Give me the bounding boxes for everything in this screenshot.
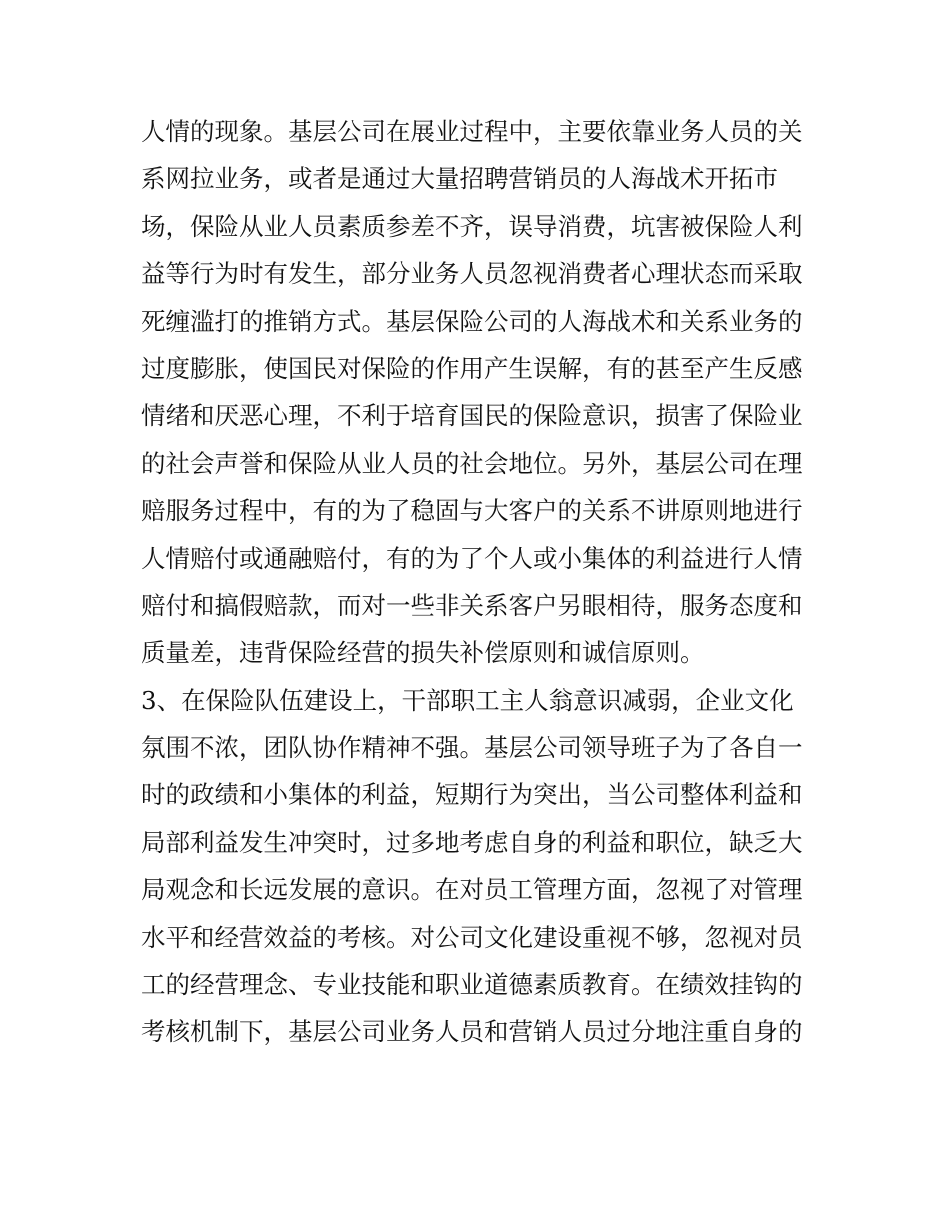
text-line: 时的政绩和小集体的利益，短期行为突出，当公司整体利益和 [141, 780, 803, 810]
text-line: 益等行为时有发生，部分业务人员忽视消费者心理状态而采取 [141, 259, 803, 289]
body-text [141, 108, 821, 1056]
text-line: 场，保险从业人员素质参差不齐，误导消费，坑害被保险人利 [141, 211, 803, 241]
text-line: 赔付和搞假赔款，而对一些非关系客户另眼相待，服务态度和 [141, 590, 803, 620]
text-line: 3、在保险队伍建设上，干部职工主人翁意识减弱，企业文化 [141, 685, 794, 715]
text-line: 人情的现象。基层公司在展业过程中，主要依靠业务人员的关 [141, 117, 803, 146]
text-line: 死缠滥打的推销方式。基层保险公司的人海战术和关系业务的 [141, 306, 803, 336]
text-line: 水平和经营效益的考核。对公司文化建设重视不够，忽视对员 [141, 922, 803, 952]
text-line: 质量差，违背保险经营的损失补偿原则和诚信原则。 [141, 638, 705, 668]
text-line: 局部利益发生冲突时，过多地考虑自身的利益和职位，缺乏大 [141, 827, 803, 857]
text-line: 考核机制下，基层公司业务人员和营销人员过分地注重自身的 [141, 1017, 803, 1047]
text-line: 人情赔付或通融赔付，有的为了个人或小集体的利益进行人情 [141, 543, 803, 573]
text-line: 氛围不浓，团队协作精神不强。基层公司领导班子为了各自一 [141, 733, 803, 763]
text-line: 情绪和厌恶心理，不利于培育国民的保险意识，损害了保险业 [141, 401, 803, 431]
text-line: 过度膨胀，使国民对保险的作用产生误解，有的甚至产生反感 [141, 353, 803, 383]
text-line: 工的经营理念、专业技能和职业道德素质教育。在绩效挂钩的 [141, 970, 803, 1000]
text-line: 系网拉业务，或者是通过大量招聘营销员的人海战术开拓市 [141, 164, 778, 194]
text-line: 局观念和长远发展的意识。在对员工管理方面，忽视了对管理 [141, 875, 803, 905]
text-line: 赔服务过程中，有的为了稳固与大客户的关系不讲原则地进行 [141, 496, 803, 526]
text-line: 的社会声誉和保险从业人员的社会地位。另外，基层公司在理 [141, 448, 803, 478]
